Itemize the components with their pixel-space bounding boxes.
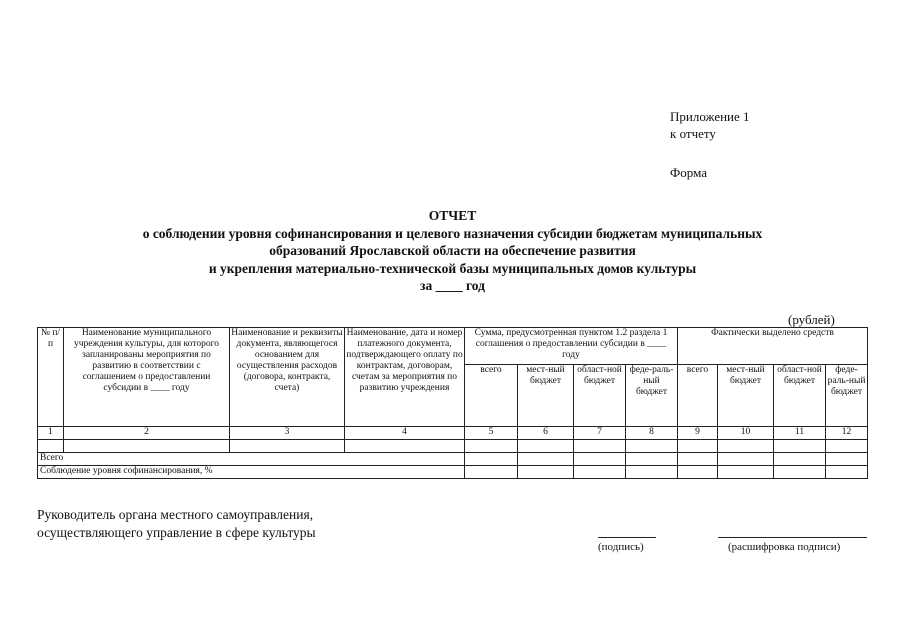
title-line-1: о соблюдении уровня софинансирования и целевого назначения субсидии бюджетам муниципальных xyxy=(142,225,763,241)
col-number: 3 xyxy=(230,427,345,440)
col-number: 1 xyxy=(38,427,64,440)
total-row xyxy=(38,453,868,466)
form-label: Форма xyxy=(670,165,707,180)
col-number: 7 xyxy=(574,427,626,440)
header-actual-regional: област-ной бюджет xyxy=(774,365,826,427)
header-sum-total: всего xyxy=(465,365,518,427)
report-title xyxy=(0,207,905,295)
col-number: 4 xyxy=(345,427,465,440)
col-number: 5 xyxy=(465,427,518,440)
header-sum-group: Сумма, предусмотренная пунктом 1.2 раздела 1 соглашения о предоставлении субсидии в ____ году xyxy=(465,328,678,365)
header-sum-regional: област-ной бюджет xyxy=(574,365,626,427)
compliance-label: Соблюдение уровня софинансирования, % xyxy=(38,466,465,479)
title-heading: ОТЧЕТ xyxy=(428,208,477,223)
header-institution: Наименование муниципального учреждения культуры, для которого запланированы мероприятия по развитию в соответствии с соглашением о предоставлении субсидии в ____ году xyxy=(64,328,230,427)
header-payment: Наименование, дата и номер платежного документа, подтверждающего оплату по контрактам, договорам, счетам за мероприятия по развитию учреждения xyxy=(345,328,465,427)
table-row xyxy=(38,440,868,453)
report-table xyxy=(37,327,868,479)
col-number: 2 xyxy=(64,427,230,440)
signatory-line-2: осуществляющего управление в сфере культуры xyxy=(37,525,316,540)
title-line-2: образований Ярославской области на обеспечение развития xyxy=(269,243,636,258)
col-number: 9 xyxy=(678,427,718,440)
annex-line-2: к отчету xyxy=(670,126,716,141)
header-sum-local: мест-ный бюджет xyxy=(518,365,574,427)
compliance-row xyxy=(38,466,868,479)
units-label: (рублей) xyxy=(788,312,835,327)
total-label: Всего xyxy=(38,453,465,466)
annex-block xyxy=(670,108,750,181)
column-number-row xyxy=(38,427,868,440)
header-sum-federal: феде-раль-ный бюджет xyxy=(626,365,678,427)
signature-line xyxy=(598,537,656,538)
title-line-4: за ____ год xyxy=(420,278,485,293)
title-line-3: и укрепления материально-технической базы муниципальных домов культуры xyxy=(208,260,697,276)
col-number: 11 xyxy=(774,427,826,440)
header-actual-federal: феде-раль-ный бюджет xyxy=(826,365,868,427)
col-number: 8 xyxy=(626,427,678,440)
signature-caption: (подпись) xyxy=(598,541,644,553)
decode-line xyxy=(718,537,867,538)
col-number: 12 xyxy=(826,427,868,440)
signatory-line-1: Руководитель органа местного самоуправления, xyxy=(37,507,314,522)
header-actual-group: Фактически выделено средств xyxy=(678,328,868,365)
header-document: Наименование и реквизиты документа, являющегося основанием для осуществления расходов (договора, контракта, счета) xyxy=(230,328,345,427)
header-num: № п/п xyxy=(38,328,64,427)
header-row-1 xyxy=(38,328,868,365)
annex-line-1: Приложение 1 xyxy=(670,109,750,124)
header-actual-local: мест-ный бюджет xyxy=(718,365,774,427)
col-number: 10 xyxy=(718,427,774,440)
decode-caption: (расшифровка подписи) xyxy=(728,541,841,553)
col-number: 6 xyxy=(518,427,574,440)
signature-block xyxy=(37,506,316,542)
header-actual-total: всего xyxy=(678,365,718,427)
